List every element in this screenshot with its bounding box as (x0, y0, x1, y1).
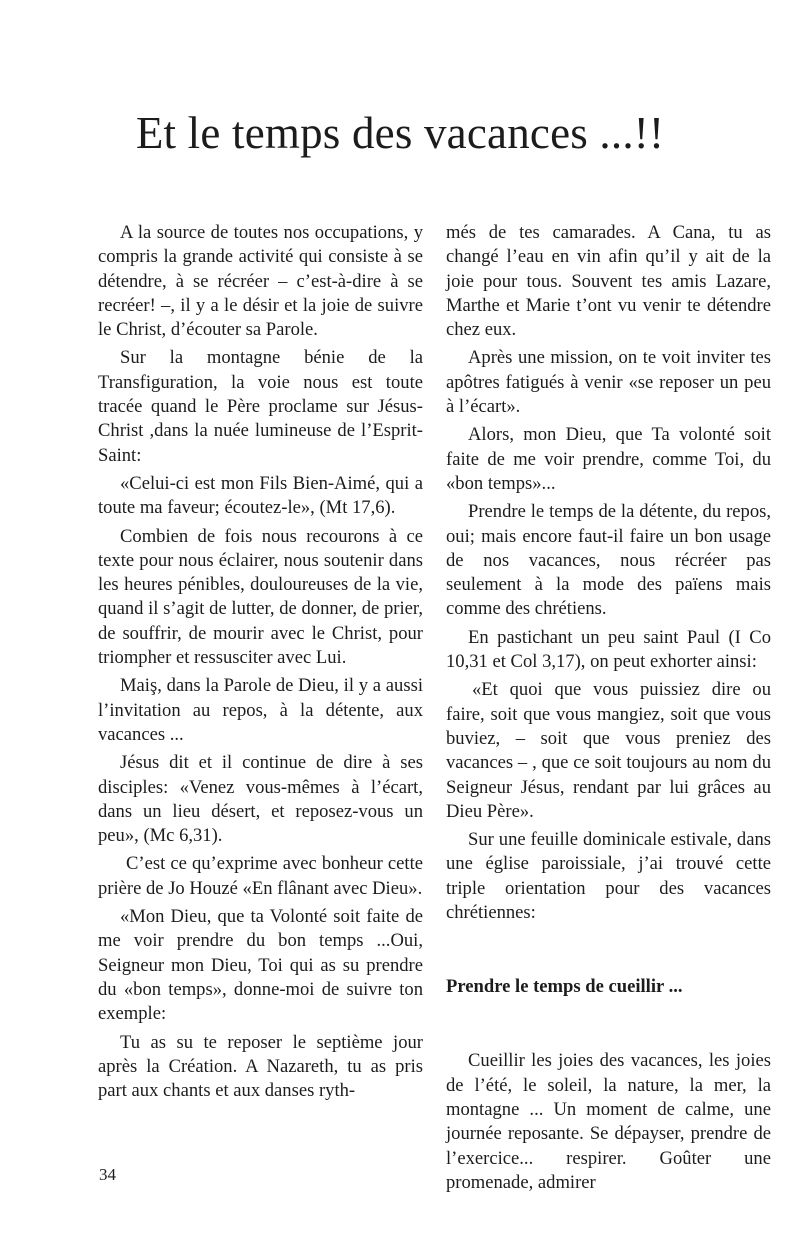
paragraph: Maiş, dans la Parole de Dieu, il y a aussi l’invitation au repos, à la détente, aux vacances ... (98, 675, 423, 745)
paragraph: Sur la montagne bénie de la Transfiguration, la voie nous est toute tracée quand le Père proclame sur Jésus-Christ ,dans la nuée lumineuse de l’Esprit-Saint: (98, 347, 423, 466)
paragraph: C’est ce qu’exprime avec bonheur cette prière de Jo Houzé «En flânant avec Dieu». (98, 853, 423, 899)
page-title: Et le temps des vacances ...!! (135, 108, 665, 158)
paragraph: Cueillir les joies des vacances, les joies de l’été, le soleil, la nature, la mer, la montagne ... Un moment de calme, une journée reposante. Se dépayser, prendre de l’exercice... respirer. Goûter une promenade, admirer (446, 1050, 771, 1193)
paragraph: A la source de toutes nos occupations, y compris la grande activité qui consiste à se détendre, à se récréer – c’est-à-dire à se recréer! –, il y a le désir et la joie de suivre le Christ, d’écouter sa Parole. (98, 222, 423, 341)
quote-paragraph: «Et quoi que vous puissiez dire ou faire, soit que vous mangiez, soit que vous buviez, – soit que vous preniez des vacances – , que ce soit toujours au nom du Seigneur Jésus, rendant par lui grâces au Dieu Père». (446, 679, 771, 822)
paragraph: Combien de fois nous recourons à ce texte pour nous éclairer, nous soutenir dans les heures pénibles, douloureuses de la vie, quand il s’agit de lutter, de donner, de prier, de souffrir, de mourir avec le Christ, pour triompher et ressusciter avec Lui. (98, 525, 423, 669)
paragraph: «Celui-ci est mon Fils Bien-Aimé, qui a toute ma faveur; écoutez-le», (Mt 17,6). (98, 472, 423, 519)
paragraph: «Mon Dieu, que ta Volonté soit faite de me voir prendre du bon temps ...Oui, Seigneur mon Dieu, Toi qui as su prendre du «bon temps», donne-moi de suivre ton exemple: (98, 906, 423, 1025)
paragraph: Jésus dit et il continue de dire à ses disciples: «Venez vous-mêmes à l’écart, dans un lieu désert, et reposez-vous un peu», (Mc 6,31). (98, 752, 423, 847)
page-number: 34 (99, 1165, 116, 1184)
paragraph: Prendre le temps de la détente, du repos, oui; mais encore faut-il faire un bon usage de nos vacances, nous récréer pas seulement à la mode des païens mais comme des chrétiens. (446, 501, 771, 620)
section-heading: Prendre le temps de cueillir ... (446, 976, 683, 998)
left-column (98, 221, 423, 1103)
paragraph: més de tes camarades. A Cana, tu as changé l’eau en vin afin qu’il y ait de la joie pour tous. Souvent tes amis Lazare, Marthe et Marie t’ont vu venir te détendre chez eux. (446, 222, 771, 341)
right-column (446, 221, 771, 1195)
paragraph: Alors, mon Dieu, que Ta volonté soit faite de me voir prendre, comme Toi, du «bon temps»... (446, 424, 771, 494)
paragraph: Tu as su te reposer le septième jour après la Création. A Nazareth, tu as pris part aux chants et aux danses ryth- (98, 1031, 423, 1102)
paragraph: Après une mission, on te voit inviter tes apôtres fatigués à venir «se reposer un peu à l’écart». (446, 347, 771, 418)
paragraph: En pastichant un peu saint Paul (I Co 10,31 et Col 3,17), on peut exhorter ainsi: (446, 626, 771, 673)
paragraph: Sur une feuille dominicale estivale, dans une église paroissiale, j’ai trouvé cette triple orientation pour des vacances chrétiennes: (446, 829, 771, 924)
